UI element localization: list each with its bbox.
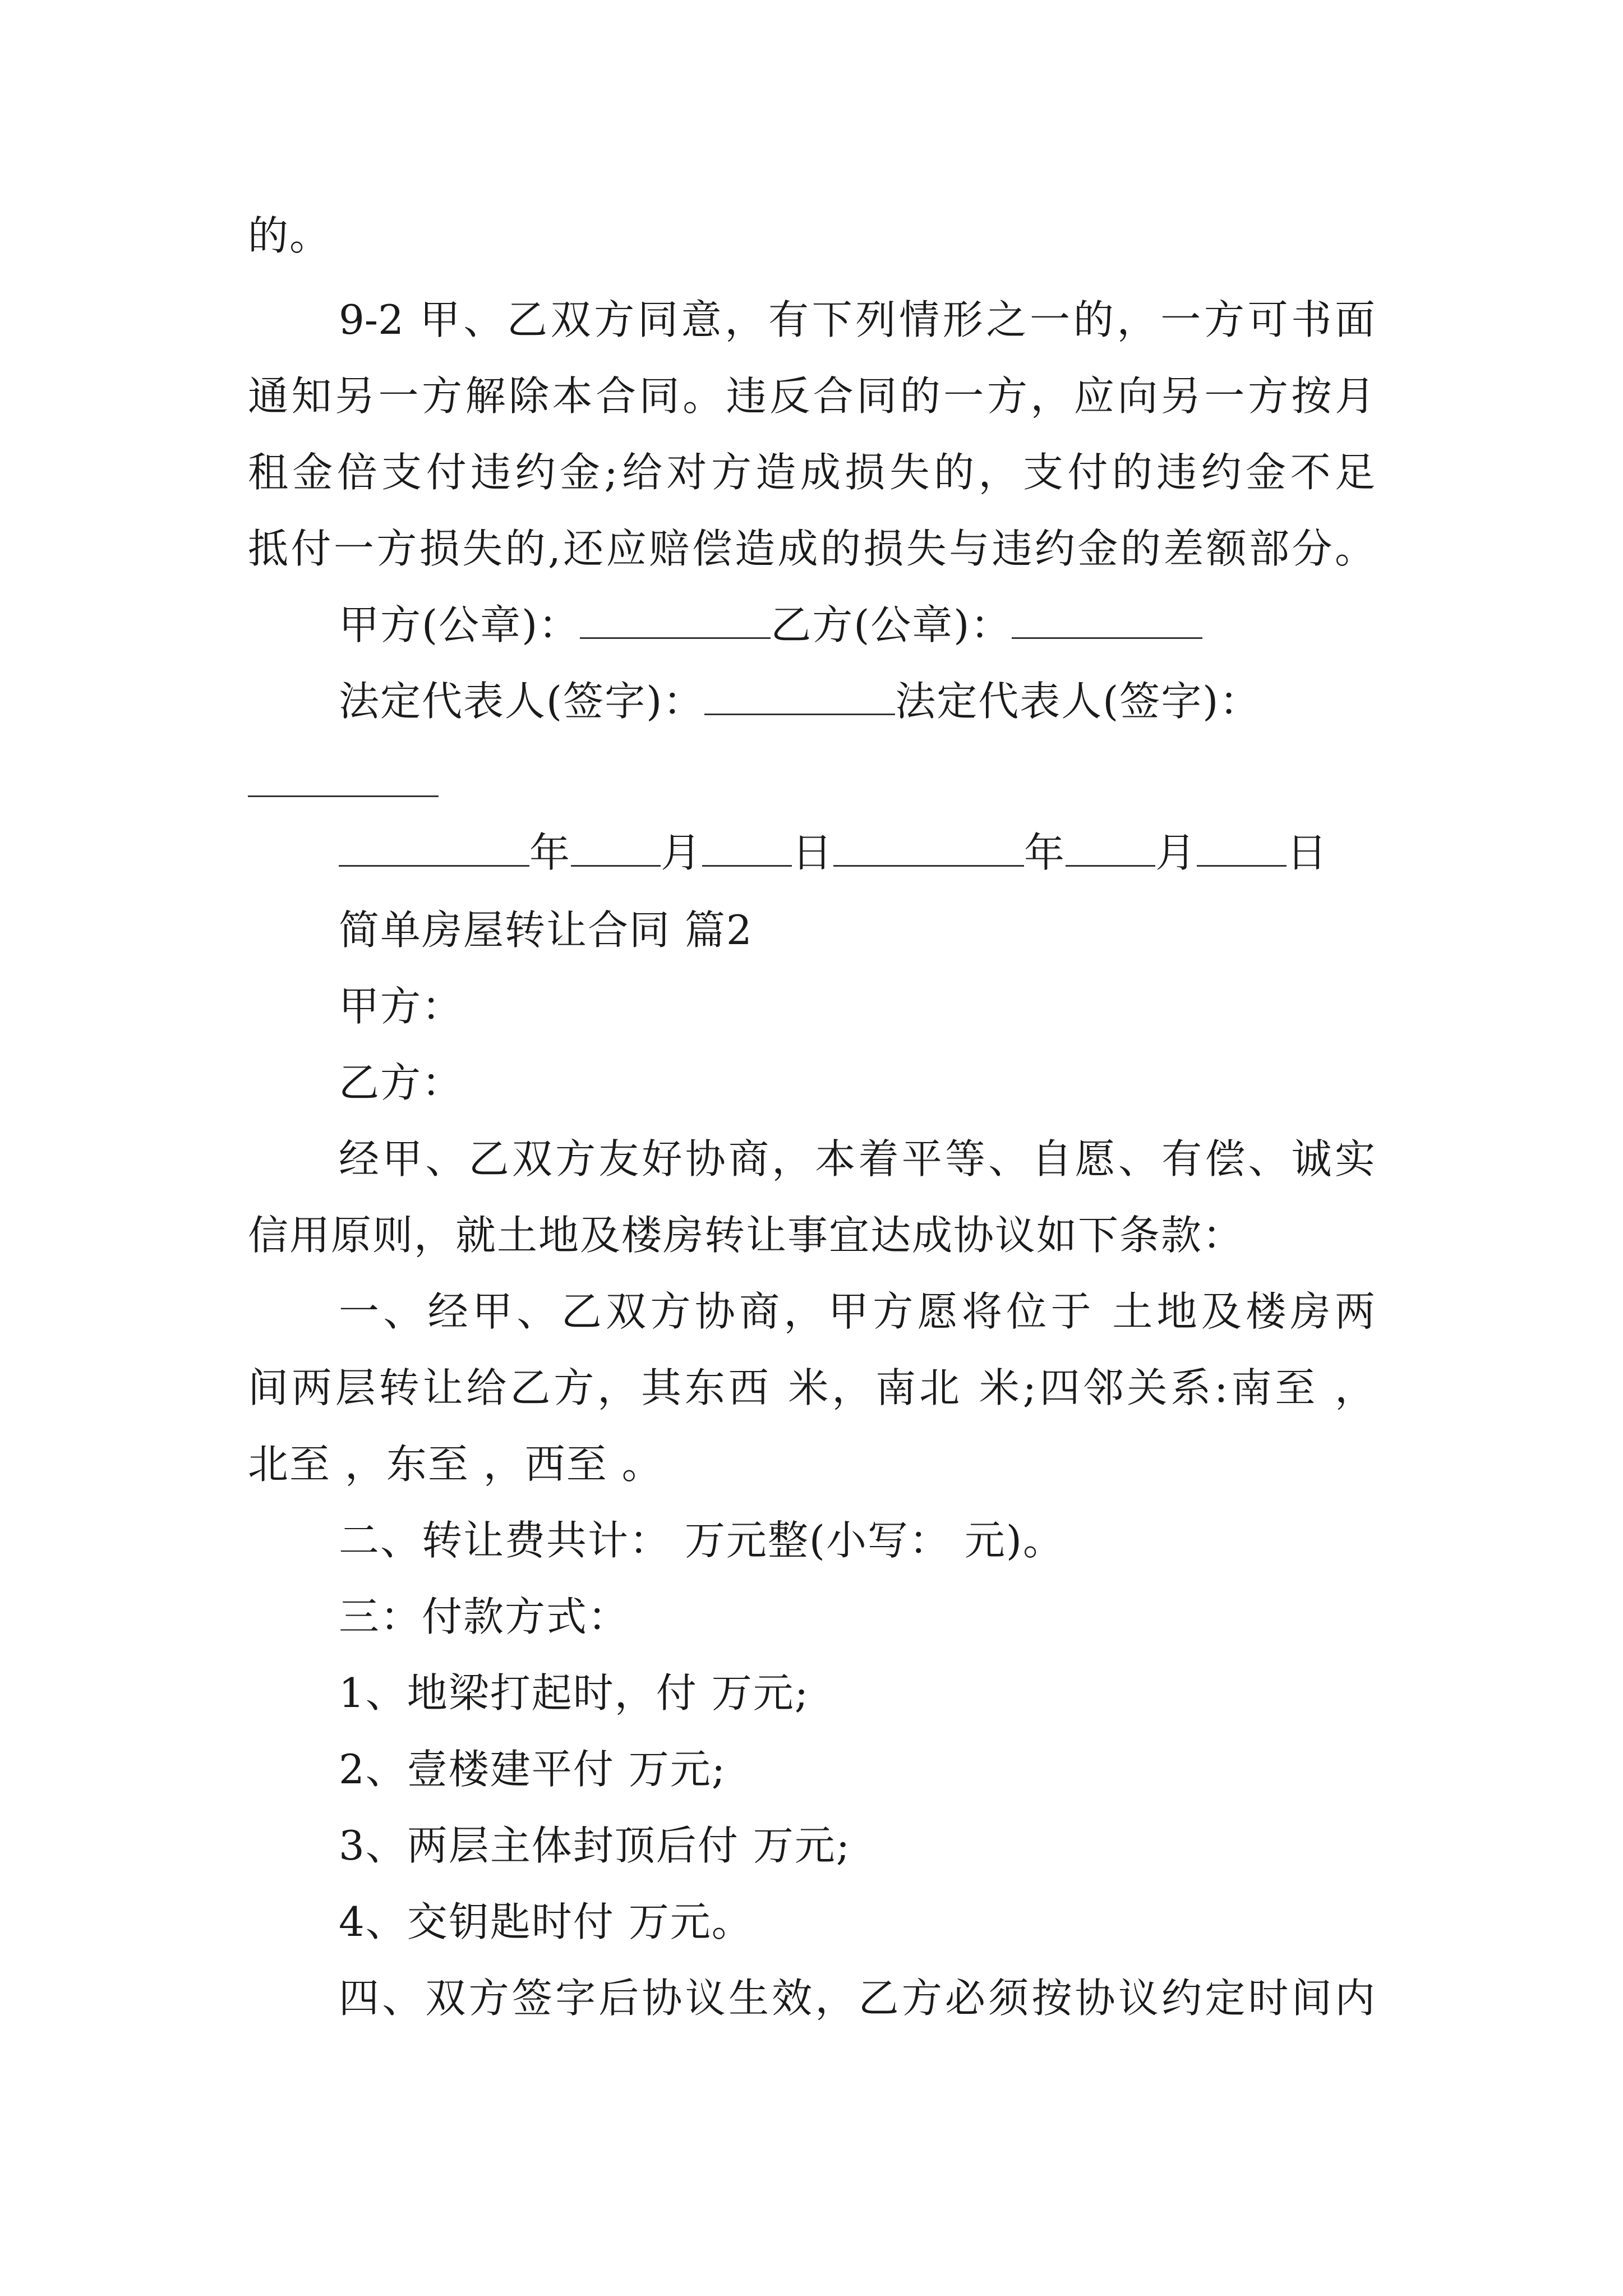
rep-a-blank[interactable]: [704, 674, 895, 715]
rep-b-label: 法定代表人(签字)：: [895, 678, 1261, 725]
text-line: 租金倍支付违约金;给对方造成损失的，支付的违约金不足: [248, 449, 1375, 496]
party-a-line: 甲方：: [339, 983, 464, 1030]
text-line: 四、双方签字后协议生效，乙方必须按协议约定时间内: [339, 1975, 1375, 2022]
day-a-blank[interactable]: [702, 826, 792, 867]
year-label: 年: [1024, 829, 1066, 876]
party-a-seal-blank[interactable]: [580, 598, 771, 639]
text-line: 三：付款方式：: [339, 1593, 630, 1640]
list-item: 4、交钥匙时付 万元。: [339, 1898, 753, 1945]
signature-seal-line: [339, 597, 1202, 653]
rep-b-blank[interactable]: [248, 795, 439, 797]
year-b-blank[interactable]: [833, 826, 1024, 867]
month-a-blank[interactable]: [571, 826, 661, 867]
list-item: 1、地梁打起时，付 万元;: [339, 1669, 809, 1717]
list-item: 3、两层主体封顶后付 万元;: [339, 1822, 851, 1869]
list-item: 2、壹楼建平付 万元;: [339, 1746, 726, 1793]
month-b-blank[interactable]: [1066, 826, 1155, 867]
rep-a-label: 法定代表人(签字)：: [339, 678, 705, 725]
day-label: 日: [1287, 829, 1329, 876]
party-b-seal-blank[interactable]: [1012, 598, 1202, 639]
text-line: 一、经甲、乙双方协商，甲方愿将位于 土地及楼房两: [339, 1288, 1375, 1335]
text-line: 经甲、乙双方友好协商，本着平等、自愿、有偿、诚实: [339, 1135, 1375, 1182]
month-label: 月: [1155, 829, 1197, 876]
text-line: 9-2 甲、乙双方同意，有下列情形之一的，一方可书面: [339, 296, 1375, 343]
text-line: 的。: [248, 212, 331, 259]
day-b-blank[interactable]: [1197, 826, 1287, 867]
text-line: 间两层转让给乙方，其东西 米，南北 米;四邻关系:南至 ，: [248, 1364, 1375, 1411]
year-a-blank[interactable]: [339, 826, 529, 867]
text-line: 抵付一方损失的,还应赔偿造成的损失与违约金的差额部分。: [248, 525, 1375, 572]
month-label: 月: [661, 829, 703, 876]
day-label: 日: [792, 829, 834, 876]
text-line: 信用原则，就土地及楼房转让事宜达成协议如下条款：: [248, 1212, 1244, 1259]
party-b-line: 乙方：: [339, 1059, 464, 1106]
text-line: 北至 ，东至 ，西至 。: [248, 1441, 663, 1488]
year-label: 年: [529, 829, 571, 876]
party-b-seal-label: 乙方(公章)：: [771, 601, 1012, 648]
date-line: [339, 825, 1328, 881]
text-line: 二、转让费共计： 万元整(小写： 元)。: [339, 1517, 1064, 1564]
signature-rep-line: [339, 673, 1261, 729]
section-title: 简单房屋转让合同 篇2: [339, 907, 753, 954]
text-line: 通知另一方解除本合同。违反合同的一方，应向另一方按月: [248, 372, 1375, 420]
party-a-seal-label: 甲方(公章)：: [339, 601, 580, 648]
